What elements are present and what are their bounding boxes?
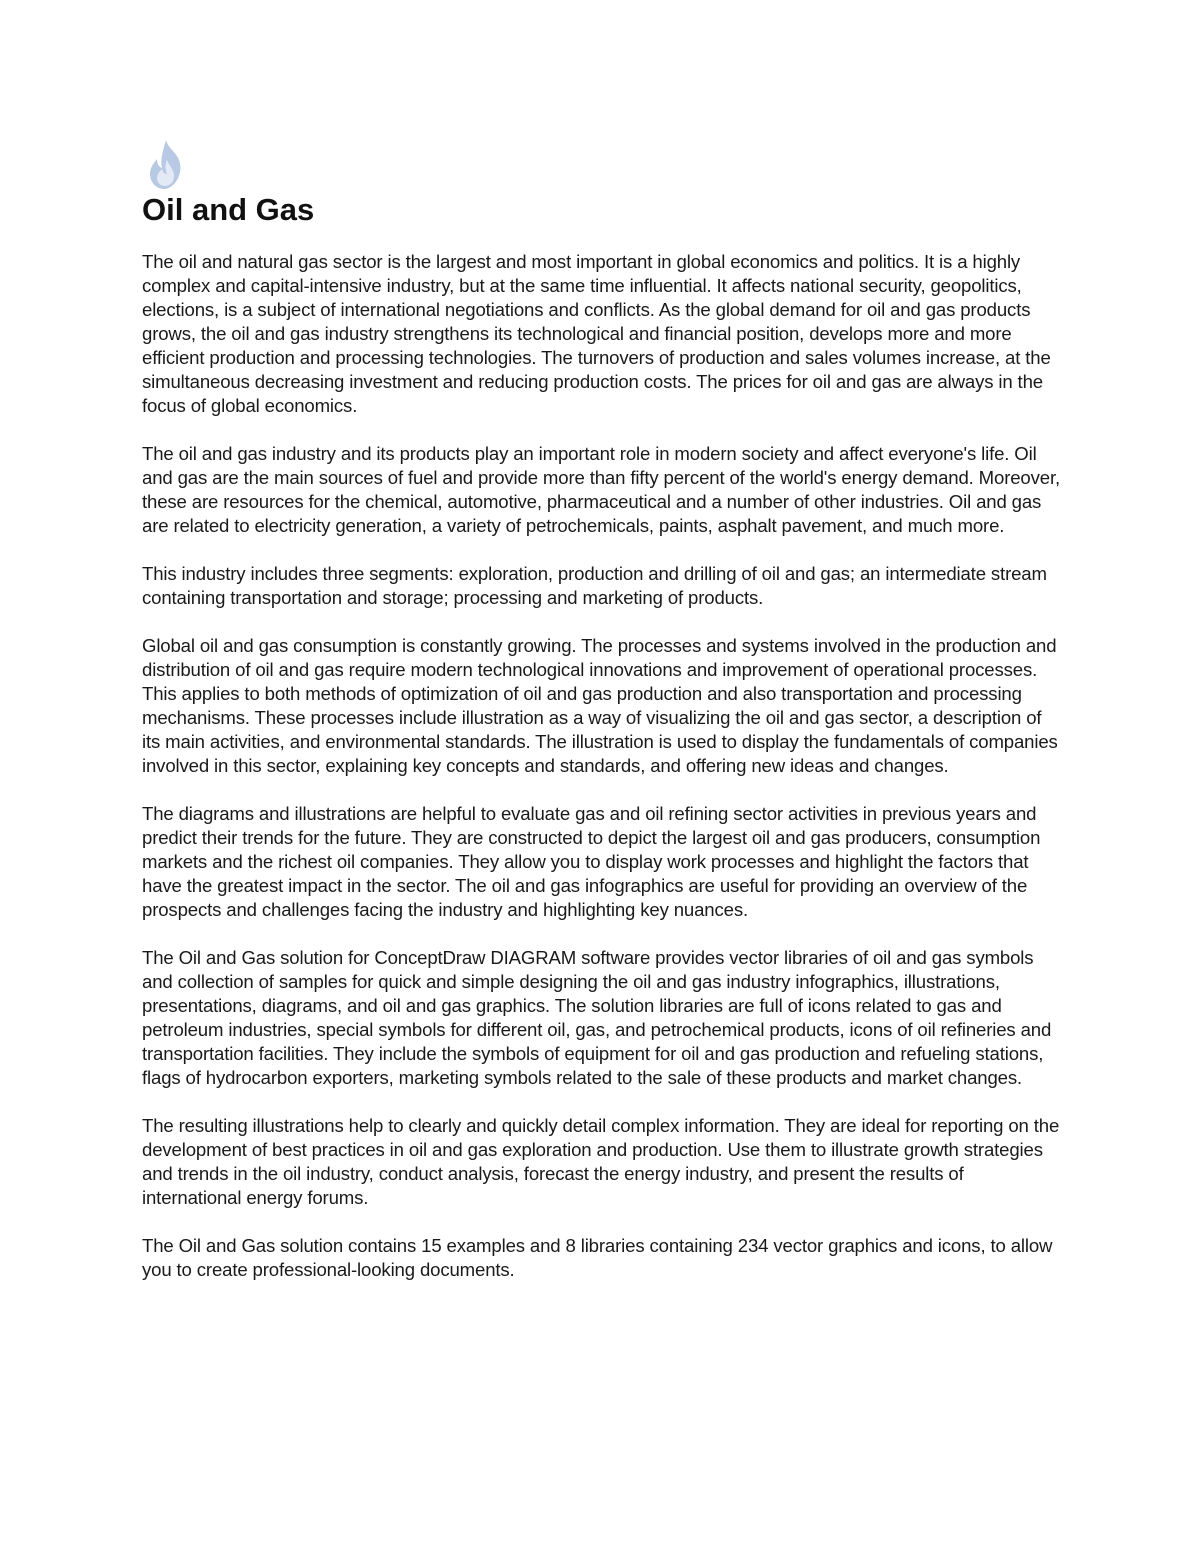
paragraph-diagrams: The diagrams and illustrations are helpful to evaluate gas and oil refining sector activities in previous years and predict their trends for the future. They are constructed to depict the largest oil and gas producers, consumption markets and the richest oil companies. They allow you to display work processes and highlight the factors that have the greatest impact in the sector. The oil and gas infographics are useful for providing an overview of the prospects and challenges facing the industry and highlighting key nuances. bbox=[142, 803, 1041, 920]
paragraph-summary: The Oil and Gas solution contains 15 examples and 8 libraries containing 234 vector graphics and icons, to allow you to create professional-looking documents. bbox=[142, 1235, 1053, 1280]
paragraph-intro: The oil and natural gas sector is the largest and most important in global economics and politics. It is a highly complex and capital-intensive industry, but at the same time influential. It affects national security, geopolitics, elections, is a subject of international negotiations and conflicts. As the global demand for oil and gas products grows, the oil and gas industry strengthens its technological and financial position, develops more and more efficient production and processing technologies. The turnovers of production and sales volumes increase, at the simultaneous decreasing investment and reducing production costs. The prices for oil and gas are always in the focus of global economics. bbox=[142, 251, 1051, 416]
paragraph-illustrations: The resulting illustrations help to clearly and quickly detail complex information. They are ideal for reporting on the development of best practices in oil and gas exploration and production. Use them to illustrate growth strategies and trends in the oil industry, conduct analysis, forecast the energy industry, and present the results of international energy forums. bbox=[142, 1115, 1060, 1208]
document-page bbox=[142, 138, 1064, 1282]
paragraph-segments: This industry includes three segments: exploration, production and drilling of oil and gas; an intermediate stream containing transportation and storage; processing and marketing of products. bbox=[142, 563, 1047, 608]
paragraph-solution: The Oil and Gas solution for ConceptDraw DIAGRAM software provides vector libraries of oil and gas symbols and collection of samples for quick and simple designing the oil and gas industry infographics, illustrations, presentations, diagrams, and oil and gas graphics. The solution libraries are full of icons related to gas and petroleum industries, special symbols for different oil, gas, and petrochemical products, icons of oil refineries and transportation facilities. They include the symbols of equipment for oil and gas production and refueling stations, flags of hydrocarbon exporters, marketing symbols related to the sale of these products and market changes. bbox=[142, 947, 1052, 1088]
flame-icon bbox=[146, 138, 186, 192]
page-title: Oil and Gas bbox=[142, 192, 315, 227]
paragraph-society: The oil and gas industry and its products play an important role in modern society and affect everyone's life. Oil and gas are the main sources of fuel and provide more than fifty percent of the world's energy demand. Moreover, these are resources for the chemical, automotive, pharmaceutical and a number of other industries. Oil and gas are related to electricity generation, a variety of petrochemicals, paints, asphalt pavement, and much more. bbox=[142, 443, 1060, 536]
paragraph-consumption: Global oil and gas consumption is constantly growing. The processes and systems involved in the production and distribution of oil and gas require modern technological innovations and improvement of operational processes. This applies to both methods of optimization of oil and gas production and also transportation and processing mechanisms. These processes include illustration as a way of visualizing the oil and gas sector, a description of its main activities, and environmental standards. The illustration is used to display the fundamentals of companies involved in this sector, explaining key concepts and standards, and offering new ideas and changes. bbox=[142, 635, 1058, 776]
